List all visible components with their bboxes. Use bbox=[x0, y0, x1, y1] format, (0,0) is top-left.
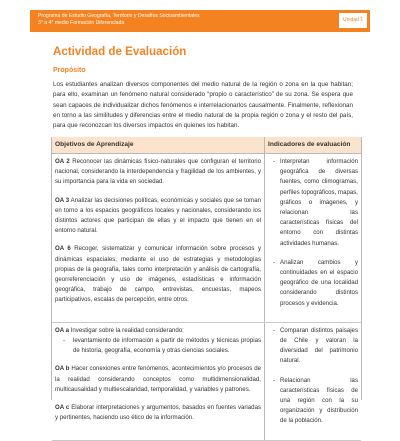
objective-code: OA 2 bbox=[55, 158, 70, 165]
section-subtitle: Propósito bbox=[53, 67, 86, 74]
indicator-text: Analizan cambios y continuidades en el espacio geográfico de una localidad considerando distintos procesos y evidencia. bbox=[280, 258, 358, 307]
program-name: Programa de Estudio Geografía, Territorio y Desafíos Socioambientales bbox=[38, 13, 200, 19]
indicator-text: Relacionan las características físicas de una región con la su organización y distribución de la población. bbox=[280, 376, 358, 425]
indicators-cell bbox=[265, 323, 361, 440]
objective-subitem-text: levantamiento de información a partir de métodos y técnicas propias de historia, geografía, economía y otras ciencias sociales. bbox=[73, 337, 261, 355]
unit-badge: Unidad 1 bbox=[339, 13, 367, 28]
objective-item bbox=[55, 364, 261, 395]
objective-item bbox=[55, 326, 261, 357]
column-header-indicators: Indicadores de evaluación bbox=[268, 141, 351, 148]
objectives-cell bbox=[52, 154, 265, 322]
indicator-item bbox=[268, 326, 358, 367]
objective-subitem bbox=[55, 336, 261, 356]
objective-item bbox=[55, 157, 261, 188]
objective-item bbox=[55, 196, 261, 237]
program-level: 3° a 4° medio Formación Diferenciada bbox=[38, 19, 125, 26]
indicator-item bbox=[268, 157, 358, 249]
objective-code: OA 3 bbox=[55, 196, 70, 204]
objective-code: OA c bbox=[55, 404, 70, 412]
objective-text: Recoger, sistematizar y comunicar información sobre procesos y dinámicas espaciales, mediante el uso de estrategias y metodologías propias de la geografía, tales como interpretación y análisis de cartografía, georreferenciación y uso de imágenes, estadísticas e información geográfica, trabajo de campo, entrevistas, encuestas, mapeos participativos, escalas de percepción, entre otros. bbox=[55, 245, 261, 304]
objective-text: Analizar las decisiones políticas, económicas y sociales que se toman en torno a los espacios geográficos locales y nacionales, considerando los distintos actores que participan de ellas y el impacto que tienen en el entorno natural. bbox=[55, 196, 262, 235]
indicator-text: Interpretan información geográfica de diversas fuentes, como climogramas, perfiles topográficos, mapas, gráficos o imágenes, y relacionan las características físicas del entorno con distintas actividades humanas. bbox=[280, 158, 358, 247]
bullet-dash: - bbox=[272, 326, 276, 334]
objective-text: Reconocer las dinámicas físico-naturales que configuran el territorio nacional, considerando la interdependencia y fragilidad de los ambientes, y su importancia para la vida en sociedad. bbox=[55, 158, 261, 186]
table-row bbox=[52, 323, 361, 441]
purpose-paragraph: Los estudiantes analizan diversos componentes del medio natural de la región o zona en la que habitan; para ello, examinan un fenómeno natural considerado “propio o característico” de su zona. Se espera que sean capaces de individualizar dichos fenómenos e interrelacionarlos causalmente. Finalmente, reflexionan en torno a las similitudes y diferencias entre el medio natural de la propia región o zona y el resto del país, para que reconozcan los diversos impactos en quienes los habitan. bbox=[53, 81, 353, 130]
objective-code: OA a bbox=[55, 326, 69, 334]
objectives-cell bbox=[52, 323, 265, 440]
table-row bbox=[52, 154, 361, 323]
bullet-dash: - bbox=[272, 258, 276, 266]
column-header-objectives: Objetivos de Aprendizaje bbox=[52, 137, 265, 153]
indicator-item bbox=[268, 258, 358, 309]
indicators-cell bbox=[265, 154, 361, 322]
objective-item bbox=[55, 244, 261, 305]
indicator-item bbox=[268, 376, 358, 427]
objective-item bbox=[55, 403, 261, 423]
objective-code: OA b bbox=[55, 365, 70, 373]
header-banner bbox=[30, 10, 370, 32]
table-header bbox=[52, 137, 361, 154]
objective-text: Elaborar interpretaciones y argumentos, basados en fuentes variadas y pertinentes, haciendo uso ético de la información. bbox=[55, 404, 262, 422]
bullet-dash: - bbox=[272, 158, 276, 165]
indicator-text: Comparan distintos paisajes de Chile y valoran la diversidad del patrimonio natural. bbox=[280, 326, 358, 365]
objective-text: Hacer conexiones entre fenómenos, acontecimientos y/o procesos de la realidad considerando conceptos como multidimensionalidad, multicausalidad y multiescalaridad, temporalidad, y variables y patrones. bbox=[55, 365, 261, 393]
page-title: Actividad de Evaluación bbox=[53, 45, 187, 58]
bullet-dash: - bbox=[63, 337, 66, 345]
bullet-dash: - bbox=[272, 376, 276, 384]
objective-code: OA 6 bbox=[55, 245, 71, 253]
evaluation-table bbox=[51, 137, 362, 425]
objective-text: Investigar sobre la realidad considerando: bbox=[69, 326, 184, 334]
